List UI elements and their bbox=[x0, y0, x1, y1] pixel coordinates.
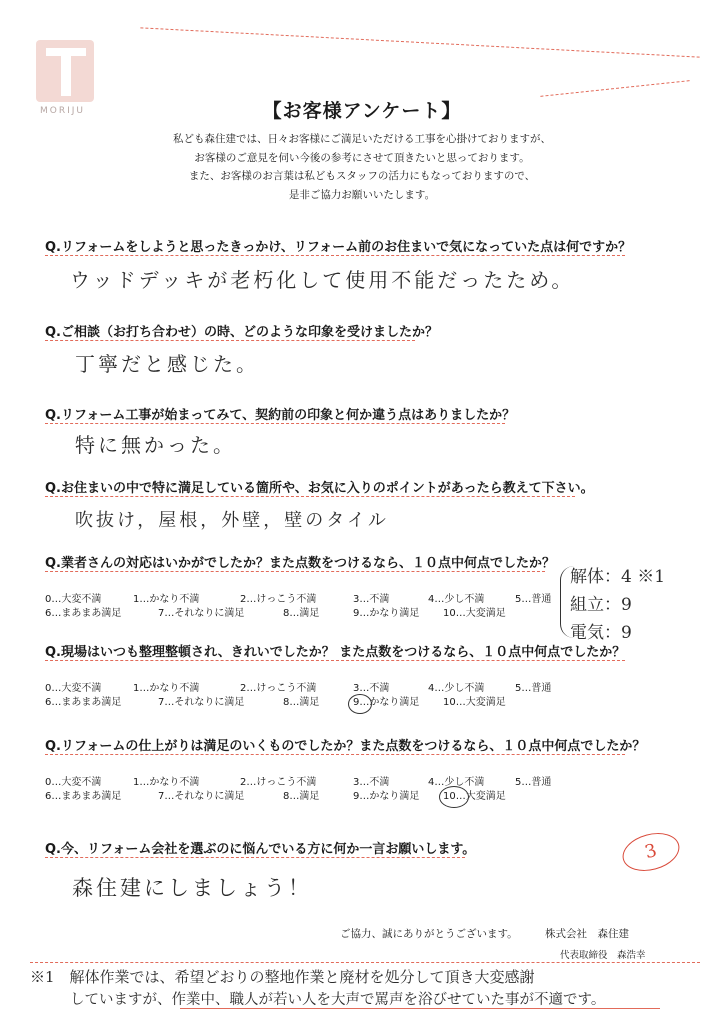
scale-option[interactable]: 5…普通 bbox=[515, 594, 552, 605]
intro-line: 私ども森住建では、日々お客様にご満足いただける工事を心掛けておりますが、 bbox=[173, 133, 551, 145]
scale-option[interactable]: 0…大変不満 bbox=[45, 683, 102, 694]
intro-line: お客様のご意見を伺い今後の参考にさせて頂きたいと思っております。 bbox=[194, 151, 530, 164]
decorative-red-line bbox=[30, 962, 700, 963]
question-8: Q.今、リフォーム会社を選ぶのに悩んでいる方に何か一言お願いします。 bbox=[45, 842, 476, 857]
scale-option[interactable]: 10…大変満足 bbox=[443, 608, 506, 619]
scale-option[interactable]: 1…かなり不満 bbox=[133, 777, 200, 788]
scale-option[interactable]: 6…まあまあ満足 bbox=[45, 697, 122, 708]
scale-option[interactable]: 1…かなり不満 bbox=[133, 683, 200, 694]
decorative-red-line bbox=[180, 1008, 660, 1009]
question-6: Q.現場はいつも整理整頓され、きれいでしたか？ また点数をつけるなら、１０点中何点でしたか？ bbox=[45, 645, 626, 660]
answer-1: ウッドデッキが老朽化して使用不能だったため。 bbox=[70, 268, 575, 292]
scale-option[interactable]: 8…満足 bbox=[283, 791, 320, 802]
scale-option[interactable]: 7…それなりに満足 bbox=[158, 697, 245, 708]
scale-option[interactable]: 9…かなり満足 bbox=[353, 791, 420, 802]
intro-text bbox=[0, 130, 724, 204]
scale-option[interactable]: 4…少し不満 bbox=[428, 683, 485, 694]
scale-option[interactable]: 3…不満 bbox=[353, 594, 390, 605]
scale-option[interactable]: 6…まあまあ満足 bbox=[45, 791, 122, 802]
question-7: Q.リフォームの仕上がりは満足のいくものでしたか？また点数をつけるなら、１０点中何点でしたか？ bbox=[45, 739, 646, 754]
stamp-mark: 3 bbox=[618, 827, 683, 877]
decorative-red-line bbox=[140, 27, 699, 57]
logo-mark bbox=[36, 40, 94, 102]
answer-underline bbox=[45, 754, 625, 755]
thanks-text: ご協力、誠にありがとうございます。 bbox=[340, 928, 518, 940]
answer-4: 吹抜け，屋根，外壁，壁のタイル bbox=[75, 510, 389, 531]
scale-option[interactable]: 5…普通 bbox=[515, 683, 552, 694]
scale-option[interactable]: 3…不満 bbox=[353, 683, 390, 694]
answer-underline bbox=[45, 660, 625, 661]
scale-option[interactable]: 4…少し不満 bbox=[428, 777, 485, 788]
scale-option[interactable]: 2…けっこう不満 bbox=[240, 683, 317, 694]
scale-option[interactable]: 0…大変不満 bbox=[45, 594, 102, 605]
scale-option[interactable]: 6…まあまあ満足 bbox=[45, 608, 122, 619]
intro-line: 是非ご協力お願いいたします。 bbox=[288, 188, 436, 201]
answer-underline bbox=[45, 857, 465, 858]
footnote-line-2: していますが、作業中、職人が若い人を大声で罵声を浴びせていた事が不適です。 bbox=[70, 992, 606, 1008]
footnote-line-1: ※1 解体作業では、希望どおりの整地作業と廃材を処分して頂き大変感謝 bbox=[30, 968, 535, 986]
decorative-red-line bbox=[540, 80, 689, 97]
page-title: 【お客様アンケート】 bbox=[262, 100, 462, 122]
scale-option[interactable]: 10…大変満足 bbox=[443, 697, 506, 708]
scale-option[interactable]: 0…大変不満 bbox=[45, 777, 102, 788]
scale-option[interactable]: 5…普通 bbox=[515, 777, 552, 788]
answer-underline bbox=[45, 340, 415, 341]
scale-option[interactable]: 2…けっこう不満 bbox=[240, 594, 317, 605]
answer-underline bbox=[45, 423, 505, 424]
scale-option[interactable]: 2…けっこう不満 bbox=[240, 777, 317, 788]
question-2: Q.ご相談（お打ち合わせ）の時、どのような印象を受けましたか？ bbox=[45, 325, 438, 340]
side-scores bbox=[570, 563, 665, 647]
representative-name: 代表取締役 森浩幸 bbox=[560, 950, 646, 961]
side-score-line: 電気：9 bbox=[570, 623, 632, 643]
answer-underline bbox=[45, 571, 545, 572]
scale-option[interactable]: 8…満足 bbox=[283, 697, 320, 708]
question-1: Q.リフォームをしようと思ったきっかけ、リフォーム前のお住まいで気になっていた点は何ですか？ bbox=[45, 240, 632, 255]
question-4: Q.お住まいの中で特に満足している箇所や、お気に入りのポイントがあったら教えて下さい。 bbox=[45, 481, 594, 496]
company-name: 株式会社 森住建 bbox=[545, 928, 629, 940]
scale-option[interactable]: 8…満足 bbox=[283, 608, 320, 619]
side-score-line: 解体：4 ※1 bbox=[570, 567, 666, 587]
answer-3: 特に無かった。 bbox=[75, 433, 236, 457]
question-3: Q.リフォーム工事が始まってみて、契約前の印象と何か違う点はありましたか？ bbox=[45, 408, 516, 423]
selected-rating-circle bbox=[348, 694, 372, 714]
scale-option[interactable]: 7…それなりに満足 bbox=[158, 608, 245, 619]
scale-option[interactable]: 3…不満 bbox=[353, 777, 390, 788]
scale-option-selected[interactable]: 9…かなり満足 bbox=[353, 697, 420, 708]
answer-8: 森住建にしましょう！ bbox=[72, 876, 312, 900]
scale-option[interactable]: 7…それなりに満足 bbox=[158, 791, 245, 802]
question-5: Q.業者さんの対応はいかがでしたか？また点数をつけるなら、１０点中何点でしたか？ bbox=[45, 556, 555, 571]
scale-option[interactable]: 1…かなり不満 bbox=[133, 594, 200, 605]
logo-text: MORIJU bbox=[40, 106, 85, 116]
intro-line: また、お客様のお言葉は私どもスタッフの活力にもなっておりますので、 bbox=[188, 170, 536, 182]
answer-2: 丁寧だと感じた。 bbox=[75, 352, 259, 376]
scale-option-selected[interactable]: 10…大変満足 bbox=[443, 791, 506, 802]
side-score-line: 組立：9 bbox=[570, 595, 632, 615]
answer-underline bbox=[45, 255, 625, 256]
answer-underline bbox=[45, 496, 575, 497]
scale-option[interactable]: 4…少し不満 bbox=[428, 594, 485, 605]
scale-option[interactable]: 9…かなり満足 bbox=[353, 608, 420, 619]
selected-rating-circle bbox=[439, 786, 469, 808]
